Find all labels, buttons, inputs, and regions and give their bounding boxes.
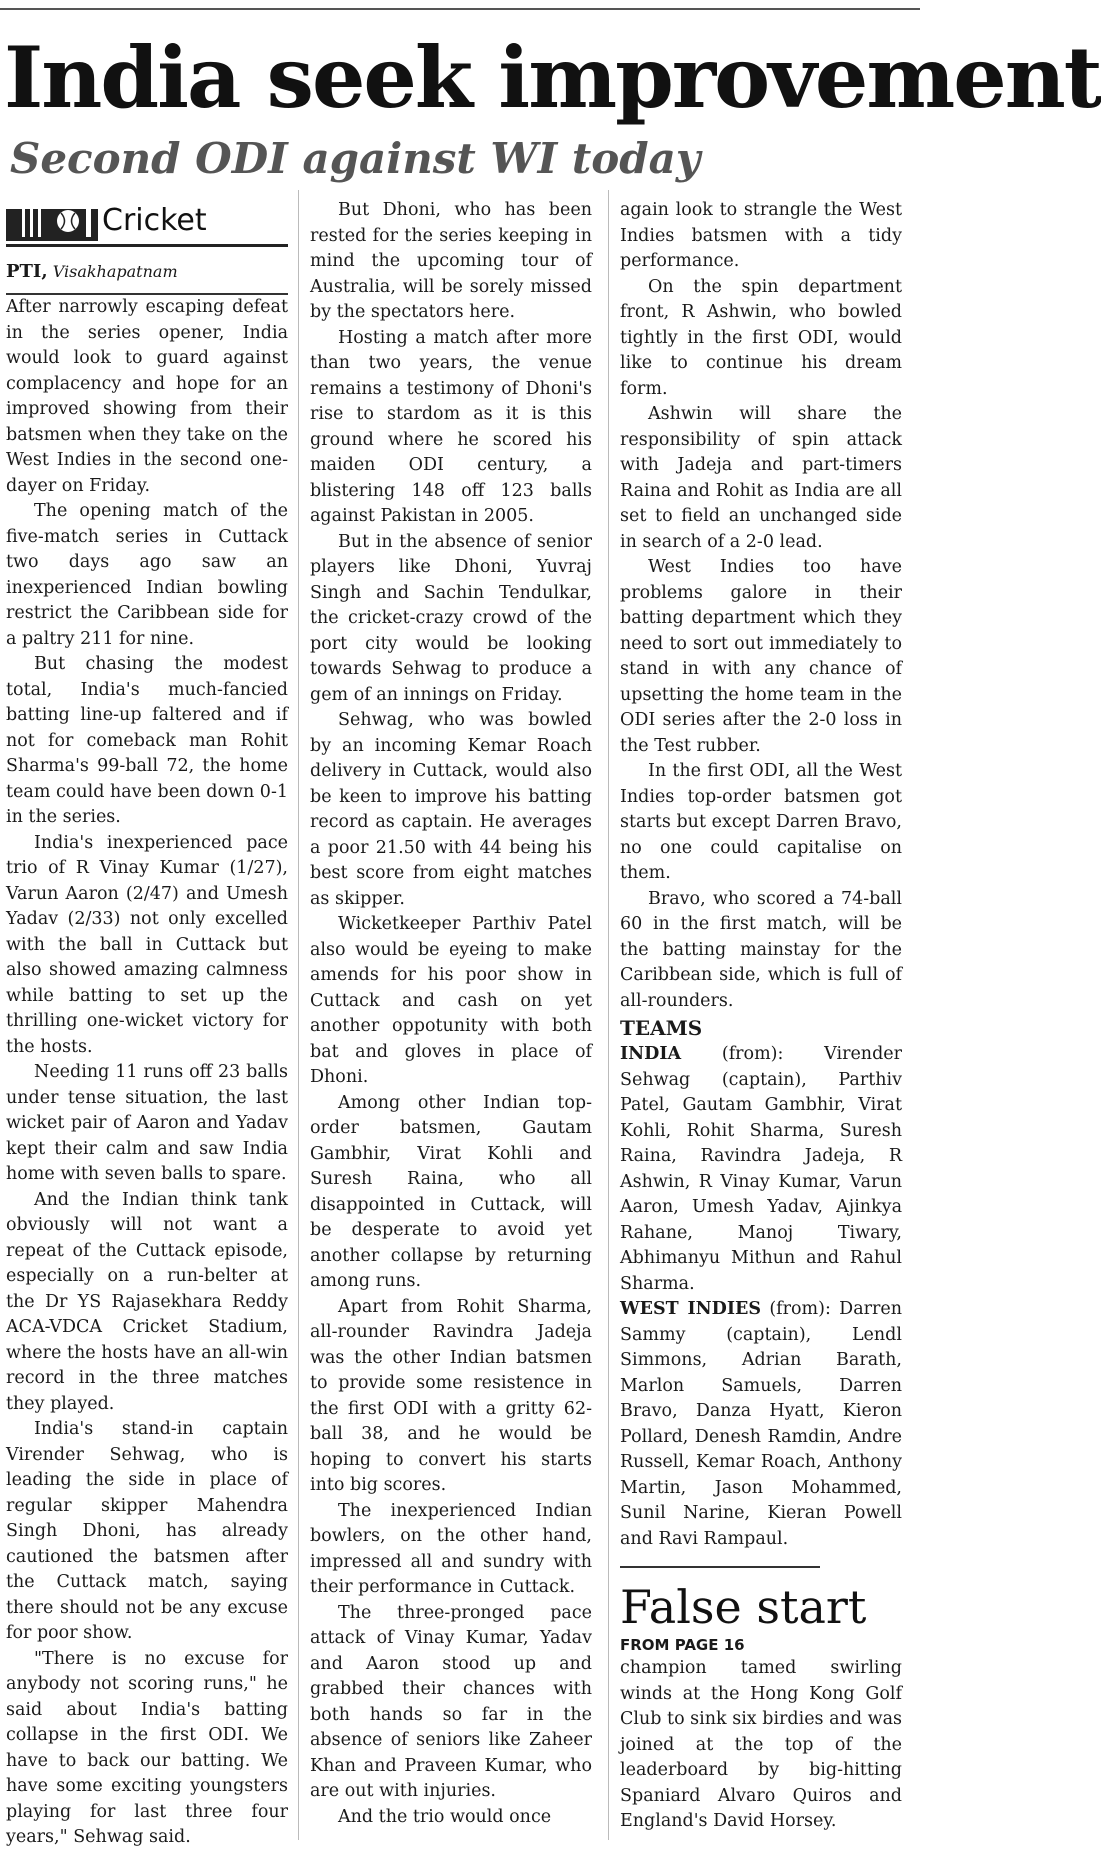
paragraph: Bravo, who scored a 74-ball 60 in the first match, will be the batting mainstay for the Caribbean side, which is full of all-rounders. [620,888,902,1011]
column-1 [6,198,288,1851]
paragraph: But in the absence of senior players like Dhoni, Yuvraj Singh and Sachin Tendulkar, the cricket-crazy crowd of the port city would be looking towards Sehwag to produce a gem of an innings on Friday. [310,531,592,705]
paragraph: The three-pronged pace attack of Vinay Kumar, Yadav and Aaron stood up and grabbed their chances with both hands so far in the absence of seniors like Zaheer Khan and Praveen Kumar, who are out with injuries. [310,1602,592,1801]
west-indies-players: (from): Darren Sammy (captain), Lendl Simmons, Adrian Barath, Marlon Samuels, Darren Bravo, Danza Hyatt, Kieron Pollard, Denesh Ramdin, Andre Russell, Kemar Roach, Anthony Martin, Jason Mohammed, Sunil Narine, Kieran Powell and Ravi Rampaul. [620,1299,902,1549]
paragraph: On the spin department front, R Ashwin, who bowled tightly in the first ODI, would like to continue his dream form. [620,276,902,399]
india-players: (from): Virender Sehwag (captain), Parthiv Patel, Gautam Gambhir, Virat Kohli, Rohit Sharma, Suresh Raina, Ravindra Jadeja, R Ashwin, R Vinay Kumar, Varun Aaron, Umesh Yadav, Ajinkya Rahane, Manoj Tiwary, Abhimanyu Mithun and Rahul Sharma. [620,1044,902,1294]
paragraph: And the Indian think tank obviously will not want a repeat of the Cuttack episode, especially on a run-belter at the Dr YS Rajasekhara Reddy ACA-VDCA Cricket Stadium, where the hosts have an all-win record in the three matches they played. [6,1189,288,1414]
paragraph: In the first ODI, all the West Indies top-order batsmen got starts but except Darren Bravo, no one could capitalise on them. [620,761,902,883]
paragraph: After narrowly escaping defeat in the series opener, India would look to guard against complacency and hope for an improved showing from their batsmen when they take on the West Indies in the second one-dayer on Friday. [6,297,288,496]
column-3 [620,198,902,1835]
byline-place: Visakhapatnam [52,262,178,281]
column-divider [298,190,299,1840]
west-indies-squad [620,1297,902,1552]
paragraph: The opening match of the five-match series in Cuttack two days ago saw an inexperienced Indian bowling restrict the Caribbean side for a paltry 211 for nine. [6,501,288,649]
paragraph: But Dhoni, who has been rested for the series keeping in mind the upcoming tour of Australia, will be sorely missed by the spectators here. [310,200,592,322]
west-indies-label: WEST INDIES [620,1299,762,1319]
paragraph: Apart from Rohit Sharma, all-rounder Ravindra Jadeja was the other Indian batsmen to provide some resistence in the first ODI with a gritty 62-ball 38, and he would be hoping to convert his starts into big scores. [310,1296,592,1495]
section-label: Cricket [102,203,207,238]
paragraph: Among other Indian top-order batsmen, Gautam Gambhir, Virat Kohli and Suresh Raina, who all disappointed in Cuttack, will be desperate to avoid yet another collapse by returning among runs. [310,1092,592,1291]
column-divider [608,190,609,1840]
section-kicker [6,198,288,247]
paragraph: India's stand-in captain Virender Sehwag, who is leading the side in place of regular skipper Mahendra Singh Dhoni, has already cautioned the batsmen after the Cuttack match, saying there should not be any excuse for poor show. [6,1419,288,1643]
paragraph: And the trio would once [338,1806,552,1827]
paragraph: India's inexperienced pace trio of R Vinay Kumar (1/27), Varun Aaron (2/47) and Umesh Yadav (2/33) not only excelled with the ball in Cuttack but also showed amazing calmness while batting to set up the thrilling one-wicket victory for the hosts. [6,832,288,1057]
column-2 [310,198,592,1830]
paragraph: Ashwin will share the responsibility of spin attack with Jadeja and part-timers Raina and Rohit as India are all set to field an unchanged side in search of a 2-0 lead. [620,404,902,552]
false-start-headline: False start [620,1580,867,1634]
teams-heading: TEAMS [620,1016,703,1040]
paragraph: The inexperienced Indian bowlers, on the other hand, impressed all and sundry with their performance in Cuttack. [310,1500,592,1597]
india-squad [620,1042,902,1297]
paragraph: But chasing the modest total, India's much-fancied batting line-up faltered and if not for comeback man Rohit Sharma's 99-ball 72, the home team could have been down 0-1 in the series. [6,654,288,827]
paragraph: Wicketkeeper Parthiv Patel also would be eyeing to make amends for his poor show in Cuttack and cash on yet another oppotunity with both bat and gloves in place of Dhoni. [310,914,592,1087]
headline: India seek improvement [4,28,1101,127]
story-separator [620,1566,820,1568]
top-rule [0,8,920,10]
subheadline: Second ODI against WI today [10,134,701,183]
paragraph: again look to strangle the West Indies batsmen with a tidy performance. [620,200,902,271]
cricket-ball-icon [6,201,98,241]
paragraph: "There is no excuse for anybody not scoring runs," he said about India's batting collapse in the first ODI. We have to back our batting. We have some exciting youngsters playing for last three four years," Sehwag said. [6,1648,288,1847]
byline [6,257,288,295]
jump-line: FROM PAGE 16 [620,1636,745,1654]
paragraph: Sehwag, who was bowled by an incoming Kemar Roach delivery in Cuttack, would also be keen to improve his batting record as captain. He averages a poor 21.50 with 44 being his best score from eight matches as skipper. [310,710,592,909]
byline-agency: PTI, [6,261,48,282]
paragraph: Needing 11 runs off 23 balls under tense situation, the last wicket pair of Aaron and Yadav kept their calm and saw India home with seven balls to spare. [6,1062,288,1184]
india-label: INDIA [620,1044,682,1064]
false-start-body: champion tamed swirling winds at the Hong Kong Golf Club to sink six birdies and was joined at the top of the leaderboard by big-hitting Spaniard Alvaro Quiros and England's David Horsey. [620,1658,902,1831]
paragraph: Hosting a match after more than two years, the venue remains a testimony of Dhoni's rise to stardom as it is this ground where he scored his maiden ODI century, a blistering 148 off 123 balls against Pakistan in 2005. [310,327,592,526]
paragraph: West Indies too have problems galore in their batting department which they need to sort out immediately to stand in with any chance of upsetting the home team in the ODI series after the 2-0 loss in the Test rubber. [620,557,902,756]
